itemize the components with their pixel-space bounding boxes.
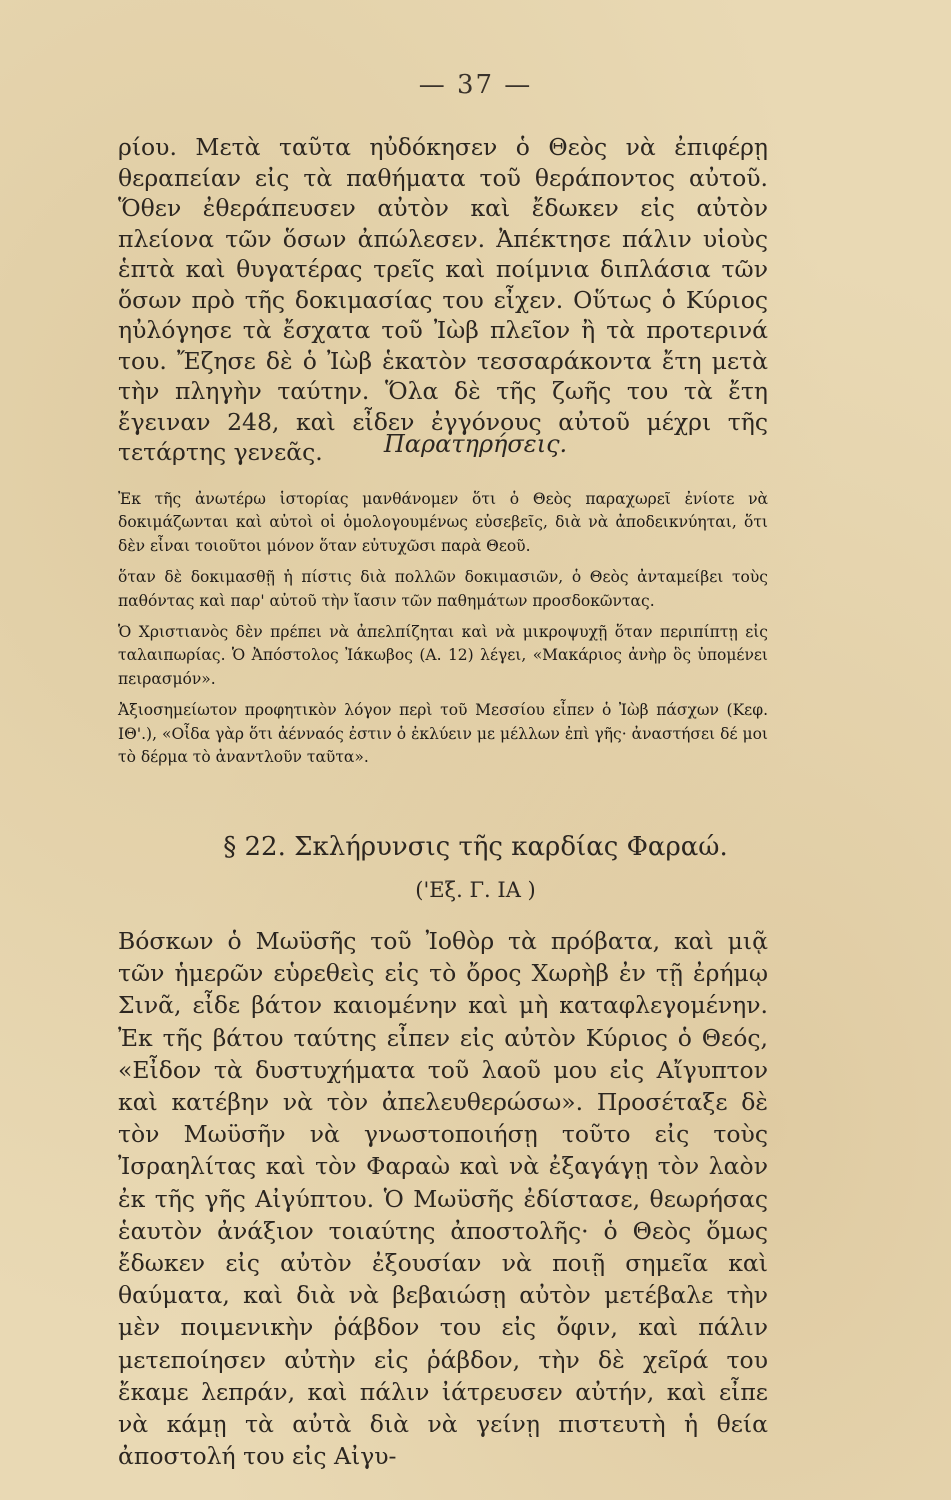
note-paragraph: Ἐκ τῆς ἀνωτέρω ἱστορίας μανθάνομεν ὅτι ὁ Θεὸς παραχωρεῖ ἐνίοτε νὰ δοκιμάζωνται καὶ αὐτοὶ οἱ ὁμολογουμένως εὐσεβεῖς, διὰ νὰ ἀποδεικνύηται, ὅτι δὲν εἶναι τοιοῦτοι μόνον ὅταν εὐτυχῶσι παρὰ Θεοῦ.	[118, 490, 768, 555]
note-paragraph: ὅταν δὲ δοκιμασθῇ ἡ πίστις διὰ πολλῶν δοκιμασιῶν, ὁ Θεὸς ἀνταμείβει τοὺς παθόντας καὶ παρ' αὐτοῦ τὴν ἴασιν τῶν παθημάτων προσδοκῶντας.	[118, 568, 768, 610]
section-paragraph: Βόσκων ὁ Μωϋσῆς τοῦ Ἰοθὸρ τὰ πρόβατα, καὶ μιᾷ τῶν ἡμερῶν εὑρεθεὶς εἰς τὸ ὄρος Χωρὴβ ἐν τῇ ἐρήμῳ Σινᾶ, εἶδε βάτον καιομένην καὶ μὴ καταφλεγομένην. Ἐκ τῆς βάτου ταύτης εἶπεν εἰς αὐτὸν Κύριος ὁ Θεός, «Εἶδον τὰ δυστυχήματα τοῦ λαοῦ μου εἰς Αἴγυπτον καὶ κατέβην νὰ τὸν ἀπελευθερώσω». Προσέταξε δὲ τὸν Μωϋσῆν νὰ γνωστοποιήσῃ τοῦτο εἰς τοὺς Ἰσραηλίτας καὶ τὸν Φαραὼ καὶ νὰ ἐξαγάγῃ τὸν λαὸν ἐκ τῆς γῆς Αἰγύπτου. Ὁ Μωϋσῆς ἐδίστασε, θεωρήσας ἑαυτὸν ἀνάξιον τοιαύτης ἀποστολῆς· ὁ Θεὸς ὅμως ἔδωκεν εἰς αὐτὸν ἐξουσίαν νὰ ποιῇ σημεῖα καὶ θαύματα, καὶ διὰ νὰ βεβαιώσῃ αὐτὸν μετέβαλε τὴν μὲν ποιμενικὴν ῥάβδον του εἰς ὄφιν, καὶ πάλιν μετεποίησεν αὐτὴν εἰς ῥάβδον, τὴν δὲ χεῖρά του ἔκαμε λεπράν, καὶ πάλιν ἰάτρευσεν αὐτήν, καὶ εἶπε νὰ κάμῃ τὰ αὐτὰ διὰ νὰ γείνῃ πιστευτὴ ἡ θεία ἀποστολή του εἰς Αἰγυ-	[118, 927, 768, 1471]
notes-heading: Παρατηρήσεις.	[383, 430, 568, 458]
note-paragraph: Ὁ Χριστιανὸς δὲν πρέπει νὰ ἀπελπίζηται καὶ νὰ μικροψυχῇ ὅταν περιπίπτῃ εἰς ταλαιπωρίας. Ὁ Ἀπόστολος Ἰάκωβος (Α. 12) λέγει, «Μακάριος ἀνὴρ ὃς ὑπομένει πειρασμόν».	[118, 623, 768, 688]
section-paragraph-block	[118, 925, 768, 1472]
section-reference: ('Εξ. Γ. ΙΑ )	[415, 878, 536, 902]
page-number: — 37 —	[418, 70, 533, 100]
notes-block	[118, 488, 768, 777]
section-title: § 22. Σκλήρυνσις τῆς καρδίας Φαραώ.	[223, 832, 728, 862]
top-paragraph: ρίου. Μετὰ ταῦτα ηὐδόκησεν ὁ Θεὸς νὰ ἐπιφέρῃ θεραπείαν εἰς τὰ παθήματα τοῦ θεράποντος αὐτοῦ. Ὅθεν ἐθεράπευσεν αὐτὸν καὶ ἔδωκεν εἰς αὐτὸν πλείονα τῶν ὅσων ἀπώλεσεν. Ἀπέκτησε πάλιν υἱοὺς ἑπτὰ καὶ θυγατέρας τρεῖς καὶ ποίμνια διπλάσια τῶν ὅσων πρὸ τῆς δοκιμασίας του εἶχεν. Οὕτως ὁ Κύριος ηὐλόγησε τὰ ἔσχατα τοῦ Ἰὼβ πλεῖον ἢ τὰ προτερινά του. Ἔζησε δὲ ὁ Ἰὼβ ἑκατὸν τεσσαράκοντα ἔτη μετὰ τὴν πληγὴν ταύτην. Ὅλα δὲ τῆς ζωῆς του τὰ ἔτη ἔγειναν 248, καὶ εἶδεν ἐγγόνους αὐτοῦ μέχρι τῆς τετάρτης γενεᾶς.	[118, 133, 768, 466]
top-paragraph-block	[118, 132, 768, 468]
note-paragraph: Ἀξιοσημείωτον προφητικὸν λόγον περὶ τοῦ Μεσσίου εἶπεν ὁ Ἰὼβ πάσχων (Κεφ. ΙΘ'.), «Οἶδα γὰρ ὅτι ἀένναός ἐστιν ὁ ἐκλύειν με μέλλων ἐπὶ γῆς· ἀναστήσει δέ μοι τὸ δέρμα τὸ ἀναντλοῦν ταῦτα».	[118, 701, 768, 767]
